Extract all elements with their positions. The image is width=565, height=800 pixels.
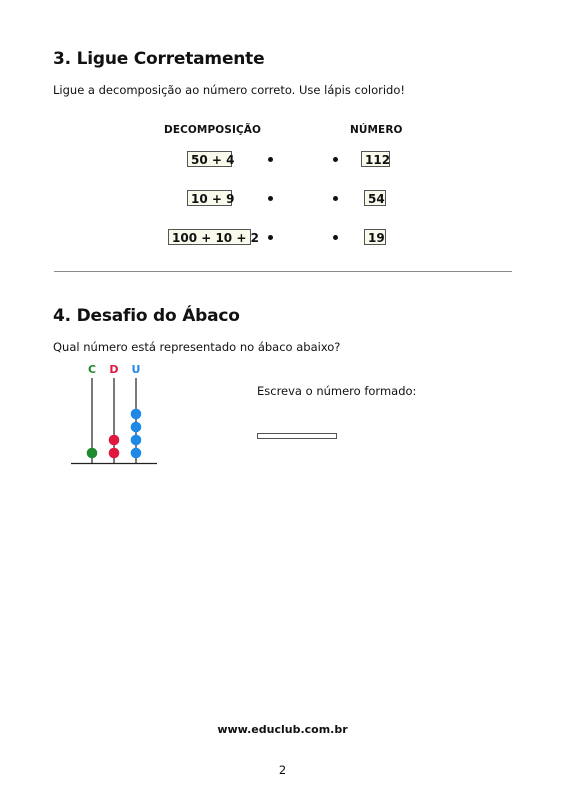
abacus-bead-units — [131, 409, 142, 420]
left-dot-2[interactable] — [268, 196, 273, 201]
number-item-2: 54 — [364, 190, 386, 206]
abacus-label-tens: D — [109, 363, 119, 376]
abacus-bead-hundreds — [87, 448, 98, 459]
abacus-bead-tens — [109, 448, 120, 459]
write-prompt: Escreva o número formado: — [257, 384, 417, 398]
abacus-label-units: U — [131, 363, 141, 376]
answer-input-box[interactable] — [257, 433, 337, 439]
number-item-1: 112 — [361, 151, 390, 167]
column-header-decomposition: DECOMPOSIÇÃO — [164, 124, 262, 136]
abacus-bead-units — [131, 435, 142, 446]
left-dot-3[interactable] — [268, 235, 273, 240]
footer-website[interactable]: www.educlub.com.br — [217, 723, 348, 736]
section-3-title: 3. Ligue Corretamente — [53, 49, 265, 69]
left-dot-1[interactable] — [268, 157, 273, 162]
decomposition-item-1: 50 + 4 — [187, 151, 232, 167]
abacus — [66, 360, 166, 470]
abacus-label-hundreds: C — [87, 363, 97, 376]
decomposition-item-2: 10 + 9 — [187, 190, 232, 206]
section-4-question: Qual número está representado no ábaco abaixo? — [53, 340, 341, 354]
section-3-instruction: Ligue a decomposição ao número correto. Use lápis colorido! — [53, 83, 405, 97]
column-header-number: NÚMERO — [350, 124, 403, 136]
section-divider — [54, 271, 512, 272]
right-dot-2[interactable] — [333, 196, 338, 201]
page-number: 2 — [278, 763, 287, 777]
right-dot-3[interactable] — [333, 235, 338, 240]
abacus-bead-tens — [109, 435, 120, 446]
number-item-3: 19 — [364, 229, 386, 245]
decomposition-item-3: 100 + 10 + 2 — [168, 229, 251, 245]
right-dot-1[interactable] — [333, 157, 338, 162]
abacus-bead-units — [131, 448, 142, 459]
section-4-title: 4. Desafio do Ábaco — [53, 306, 240, 326]
abacus-bead-units — [131, 422, 142, 433]
